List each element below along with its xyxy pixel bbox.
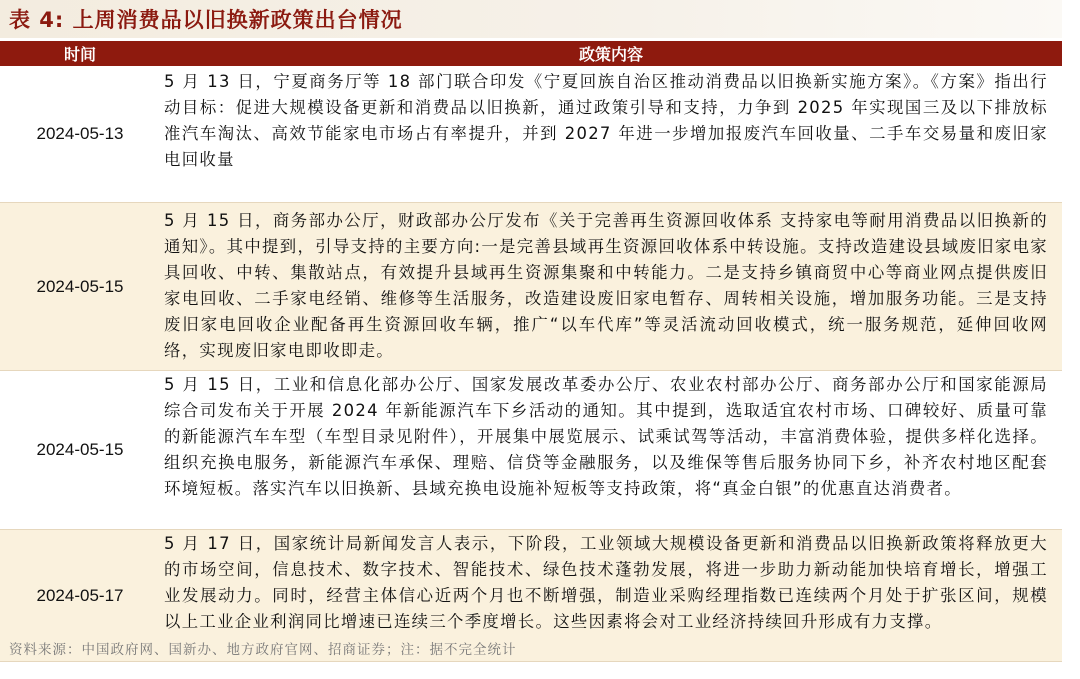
- header-date: 时间: [63, 45, 96, 64]
- source-note: 资料来源：中国政府网、国新办、地方政府官网、招商证券；注：据不完全统计: [9, 642, 517, 658]
- row-content: 5 月 15 日，商务部办公厅，财政部办公厅发布《关于完善再生资源回收体系 支持家电等耐用消费品以旧换新的通知》。其中提到，引导支持的主要方向:一是完善县域再生资源回收体系中转设施。支持改造建设县域废旧家电家具回收、中转、集散站点，有效提升县域再生资源集聚和中转能力。二是支持乡镇商贸中心等商业网点提供废旧家电回收、二手家电经销、维修等生活服务，改造建设废旧家电暂存、周转相关设施，增加服务功能。三是支持废旧家电回收企业配备再生资源回收车辆，推广“以车代库”等灵活流动回收模式，统一服务规范，延伸回收网络，实现废旧家电即收即走。: [164, 211, 1048, 360]
- header-content: 政策内容: [578, 45, 643, 64]
- table-row: [0, 203, 1062, 371]
- policy-table: [0, 41, 1062, 662]
- row-content: 5 月 13 日，宁夏商务厅等 18 部门联合印发《宁夏回族自治区推动消费品以旧换新实施方案》。《方案》指出行动目标：促进大规模设备更新和消费品以旧换新，通过政策引导和支持，力争到 2025 年实现国三及以下排放标准汽车淘汰、高效节能家电市场占有率提升，并到 2027 年进一步增加报废汽车回收量、二手车交易量和废旧家电回收量: [164, 72, 1048, 169]
- row-content: 5 月 15 日，工业和信息化部办公厅、国家发展改革委办公厅、农业农村部办公厅、商务部办公厅和国家能源局综合司发布关于开展 2024 年新能源汽车下乡活动的通知。其中提到，选取适宜农村市场、口碑较好、质量可靠的新能源汽车车型（车型目录见附件），开展集中展览展示、试乘试驾等活动，丰富消费体验，提供多样化选择。组织充换电服务，新能源汽车承保、理赔、信贷等金融服务，以及维保等售后服务协同下乡，补齐农村地区配套环境短板。落实汽车以旧换新、县域充换电设施补短板等支持政策，将“真金白银”的优惠直达消费者。: [164, 375, 1048, 498]
- row-content: 5 月 17 日，国家统计局新闻发言人表示，下阶段，工业领域大规模设备更新和消费品以旧换新政策将释放更大的市场空间，信息技术、数字技术、智能技术、绿色技术蓬勃发展，将进一步助力新动能加快培育增长，增强工业发展动力。同时，经营主体信心近两个月也不断增强，制造业采购经理指数已连续两个月处于扩张区间，规模以上工业企业利润同比增速已连续三个季度增长。这些因素将会对工业经济持续回升形成有力支撑。: [164, 534, 1048, 631]
- row-date: 2024-05-15: [36, 440, 124, 459]
- table-row: [0, 371, 1062, 530]
- row-date: 2024-05-17: [36, 585, 124, 605]
- table-row: [0, 66, 1062, 203]
- table-title: 表 4: 上周消费品以旧换新政策出台情况: [9, 8, 403, 32]
- table-title-bar: [0, 0, 1062, 38]
- row-date: 2024-05-15: [36, 276, 124, 296]
- table-header: [0, 41, 1062, 66]
- row-date: 2024-05-13: [36, 124, 124, 143]
